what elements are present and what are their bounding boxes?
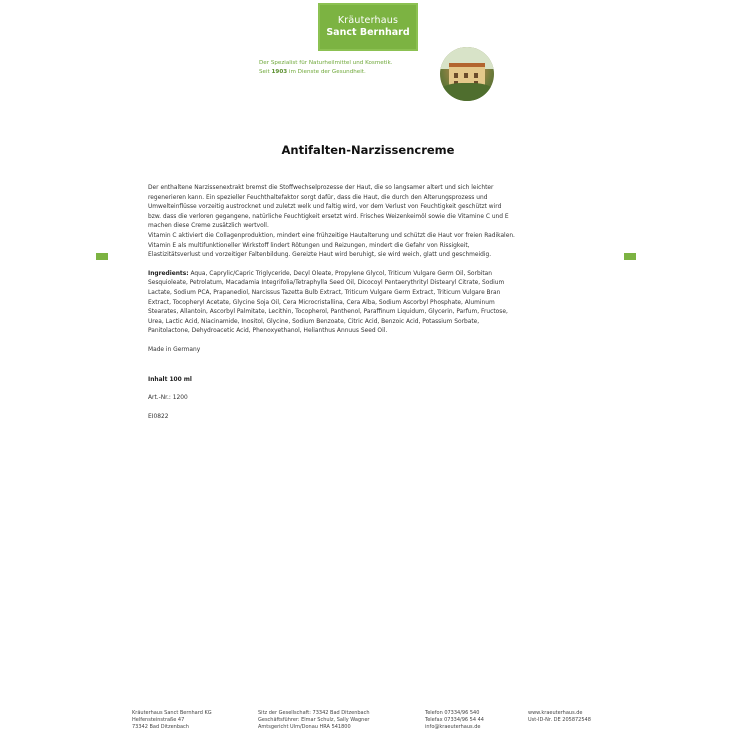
footer-text: Ust-ID-Nr. DE 205872548 (528, 717, 591, 724)
house-seal-image (440, 47, 494, 101)
description-line: Der enthaltene Narzissenextrakt bremst die Stoffwechselprozesse der Haut, die so langsamer altert und sich leichter (148, 185, 494, 191)
footer-company (132, 710, 212, 732)
tagline-year: 1903 (271, 69, 288, 75)
right-accent-bar (624, 253, 636, 260)
ingredients-block (148, 270, 588, 337)
footer-text: Kräuterhaus Sanct Bernhard KG (132, 710, 212, 716)
ingredients-text: Aqua, Caprylic/Capric Triglyceride, Decyl Oleate, Propylene Glycol, Triticum Vulgare Germ Oil, Sorbitan (188, 270, 492, 277)
ingredients-line (148, 270, 588, 280)
ingredients-line: Lactate, Sodium PCA, Prapanediol, Narcissus Tazetta Bulb Extract, Triticum Vulgare Germ Extract, Triticum Vulgare Bran (148, 289, 501, 296)
footer-text: 73342 Bad Ditzenbach (132, 724, 189, 731)
ingredients-line: Extract, Tocopheryl Acetate, Glycine Soja Oil, Cera Microcristallina, Cera Alba, Sodium Ascorbyl Phosphate, Aluminum (148, 299, 495, 306)
tagline-pre: Seit (259, 69, 272, 75)
logo-line-1: Kräuterhaus (337, 15, 399, 26)
description-line: Vitamin E als multifunktioneller Wirkstoff lindert Rötungen und Reizungen, mindert die Gefahr von Rissigkeit, (148, 242, 470, 249)
footer-text: Telefon 07334/96 540 (425, 710, 480, 716)
footer-web (528, 710, 591, 724)
product-title: Antifalten-Narzissencreme (281, 143, 455, 157)
footer-legal (258, 710, 370, 732)
brand-tagline (259, 59, 439, 77)
footer-text: Geschäftsführer: Elmar Schulz, Sally Wagner (258, 717, 370, 724)
left-accent-bar (96, 253, 108, 260)
ingredients-line: Panitolactone, Dehydroacetic Acid, Phenoxyethanol, Helianthus Annuus Seed Oil. (148, 328, 388, 335)
product-description (148, 184, 588, 261)
ingredients-line: Sesquioleate, Petrolatum, Macadamia Integrifolia/Tetraphylla Seed Oil, Dicocoyl Pentaerythrityl Distearyl Citrate, Sodium (148, 280, 505, 287)
ingredients-label: Ingredients: (148, 270, 189, 277)
content-volume: Inhalt 100 ml (148, 376, 192, 383)
product-code: EI0822 (148, 413, 169, 420)
footer-text: Amtsgericht Ulm/Donau HRA 541800 (258, 724, 351, 731)
made-in: Made in Germany (148, 346, 201, 353)
description-line: Umwelteinflüsse vorzeitig austrocknet und zuletzt welk und faltig wird, vor dem Verlust von Feuchtigkeit geschützt wird (148, 204, 502, 211)
footer-contact (425, 710, 484, 732)
tagline-post: im Dienste der Gesundheit. (287, 69, 366, 75)
description-line: bzw. dass die verloren gegangene, natürliche Feuchtigkeit ersetzt wird. Frisches Weizenkeimöl sowie die Vitamine C und E (148, 213, 509, 220)
footer-text: Sitz der Gesellschaft: 73342 Bad Ditzenbach (258, 710, 370, 716)
description-line: Vitamin C aktiviert die Collagenproduktion, mindert eine frühzeitige Hautalterung und schützt die Haut vor freien Radikalen. (148, 232, 515, 239)
article-number: Art.-Nr.: 1200 (148, 395, 188, 402)
brand-logo (318, 3, 418, 51)
description-line: Elastizitätsverlust und vorzeitiger Faltenbildung. Gereizte Haut wird beruhigt, sie wird weich, glatt und geschmeidig. (148, 252, 492, 259)
footer-text: info@kraeuterhaus.de (425, 724, 481, 731)
footer-text: Helfensteinstraße 47 (132, 717, 185, 724)
ingredients-line: Urea, Lactic Acid, Niacinamide, Inositol, Glycine, Sodium Benzoate, Citric Acid, Benzoic Acid, Potassium Sorbate, (148, 318, 480, 325)
footer-text: Telefax 07334/96 54 44 (425, 717, 484, 724)
tagline-line-2 (259, 68, 439, 77)
logo-line-2: Sanct Bernhard (326, 27, 410, 38)
ingredients-line: Stearates, Allantoin, Ascorbyl Palmitate, Lecithin, Tocopherol, Panthenol, Paraffinum Liquidum, Glycerin, Parfum, Fructose, (148, 309, 508, 316)
description-line: regenerieren kann. Ein spezieller Feuchthaltefaktor sorgt dafür, dass die Haut, die durch den Alterungsprozess und (148, 194, 488, 201)
product-content (148, 184, 588, 422)
tagline-line-1: Der Spezialist für Naturheilmittel und Kosmetik. (259, 60, 393, 66)
footer-text: www.kraeuterhaus.de (528, 710, 583, 716)
description-line: machen diese Creme zusätzlich wertvoll. (148, 223, 269, 230)
